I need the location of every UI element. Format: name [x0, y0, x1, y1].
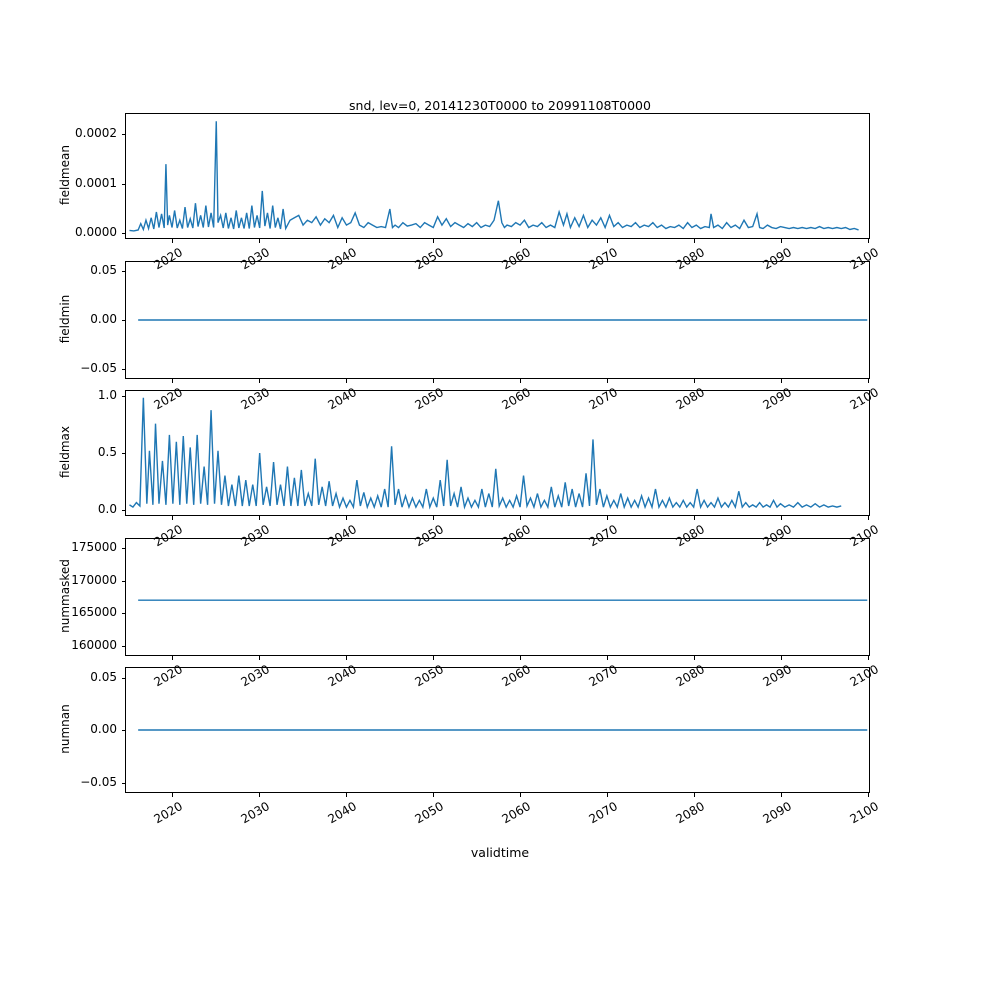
x-tickmark — [868, 516, 869, 520]
x-tick-label: 2070 — [586, 385, 621, 413]
x-tick-label: 2090 — [760, 385, 795, 413]
y-tick-label: 0.0 — [97, 502, 117, 517]
y-tick-label: 1.0 — [97, 387, 117, 402]
x-tick-label: 2020 — [151, 385, 185, 413]
plot-panel-nummasked — [125, 538, 870, 656]
x-tick-label: 2100 — [847, 385, 882, 413]
x-tick-label: 2080 — [673, 799, 708, 827]
plot-area-fieldmean — [126, 114, 869, 238]
plot-area-fieldmin — [126, 262, 869, 378]
y-tick-label: 0.0001 — [75, 175, 117, 190]
x-tick-label: 2100 — [847, 799, 882, 827]
x-tick-label: 2060 — [499, 385, 534, 413]
x-tickmark — [781, 656, 782, 660]
y-tick-label: 165000 — [71, 605, 117, 620]
plot-panel-numnan — [125, 667, 870, 793]
x-tick-label: 2070 — [586, 522, 621, 550]
x-tickmark — [346, 656, 347, 660]
x-tickmark — [259, 239, 260, 243]
y-axis-label-nummasked: nummasked — [58, 559, 72, 633]
x-tickmark — [346, 239, 347, 243]
y-tickmark — [122, 678, 126, 679]
x-tick-label: 2080 — [673, 662, 708, 690]
x-tickmark — [433, 793, 434, 797]
x-tickmark — [868, 239, 869, 243]
x-tickmark — [259, 793, 260, 797]
x-tick-label: 2060 — [499, 662, 534, 690]
x-tick-label: 2040 — [325, 385, 360, 413]
x-axis-label: validtime — [470, 845, 530, 860]
x-tick-label: 2040 — [325, 522, 360, 550]
x-tick-label: 2080 — [673, 385, 708, 413]
x-tick-label: 2060 — [499, 245, 534, 273]
x-tick-label: 2100 — [847, 662, 882, 690]
x-tickmark — [694, 239, 695, 243]
plot-area-nummasked — [126, 539, 869, 655]
x-tick-label: 2070 — [586, 662, 621, 690]
y-axis-label-fieldmax: fieldmax — [58, 425, 72, 479]
x-tickmark — [607, 516, 608, 520]
x-tick-label: 2020 — [151, 662, 185, 690]
series-line-fieldmax — [129, 398, 841, 507]
y-tickmark — [122, 369, 126, 370]
x-tickmark — [607, 379, 608, 383]
x-tick-label: 2030 — [238, 245, 273, 273]
y-tickmark — [122, 233, 126, 234]
y-tickmark — [122, 134, 126, 135]
plot-panel-fieldmean — [125, 113, 870, 239]
x-tick-label: 2080 — [673, 522, 708, 550]
y-tick-label: 0.00 — [90, 312, 117, 326]
x-tick-label: 2090 — [760, 245, 795, 273]
y-tick-label: 0.05 — [90, 669, 117, 684]
x-tickmark — [868, 656, 869, 660]
plot-area-fieldmax — [126, 391, 869, 515]
x-tick-label: 2100 — [847, 522, 882, 550]
y-tickmark — [122, 581, 126, 582]
x-tick-label: 2040 — [325, 799, 360, 827]
x-tick-label: 2090 — [760, 662, 795, 690]
x-tickmark — [781, 516, 782, 520]
x-tickmark — [781, 793, 782, 797]
x-tickmark — [259, 379, 260, 383]
y-tick-label: 0.0000 — [75, 225, 117, 240]
x-tick-label: 2030 — [238, 799, 273, 827]
y-tick-label: −0.05 — [80, 361, 117, 376]
x-tickmark — [346, 379, 347, 383]
x-tick-label: 2030 — [238, 662, 273, 690]
x-tickmark — [259, 656, 260, 660]
y-tickmark — [122, 184, 126, 185]
y-tick-label: 0.05 — [90, 262, 117, 277]
figure-title: snd, lev=0, 20141230T0000 to 20991108T0000 — [349, 98, 651, 113]
y-tick-label: 175000 — [71, 539, 117, 554]
x-tickmark — [694, 793, 695, 797]
x-tickmark — [607, 656, 608, 660]
x-tickmark — [607, 793, 608, 797]
x-tick-label: 2090 — [760, 522, 795, 550]
x-tickmark — [172, 793, 173, 797]
y-tickmark — [122, 548, 126, 549]
x-tickmark — [520, 379, 521, 383]
y-tickmark — [122, 453, 126, 454]
x-tickmark — [433, 656, 434, 660]
x-tick-label: 2050 — [412, 385, 447, 413]
x-tickmark — [694, 379, 695, 383]
y-axis-label-numnan: numnan — [58, 704, 72, 754]
x-tick-label: 2060 — [499, 799, 534, 827]
x-tickmark — [607, 239, 608, 243]
x-tick-label: 2050 — [412, 662, 447, 690]
x-tick-label: 2020 — [151, 799, 185, 827]
x-tick-label: 2050 — [412, 522, 447, 550]
y-tick-label: 0.5 — [97, 445, 117, 459]
x-tick-label: 2070 — [586, 245, 621, 273]
x-tickmark — [520, 656, 521, 660]
x-tickmark — [694, 516, 695, 520]
y-tickmark — [122, 730, 126, 731]
y-tickmark — [122, 396, 126, 397]
x-tick-label: 2020 — [151, 245, 185, 273]
x-tickmark — [433, 379, 434, 383]
x-tick-label: 2020 — [151, 522, 185, 550]
x-tick-label: 2100 — [847, 245, 882, 273]
x-tickmark — [433, 516, 434, 520]
y-tick-label: 0.00 — [90, 722, 117, 736]
x-tick-label: 2030 — [238, 385, 273, 413]
x-tickmark — [259, 516, 260, 520]
y-tickmark — [122, 510, 126, 511]
x-tick-label: 2050 — [412, 245, 447, 273]
y-axis-label-fieldmean: fieldmean — [58, 145, 72, 205]
y-axis-label-fieldmin: fieldmin — [58, 294, 72, 344]
x-tickmark — [172, 656, 173, 660]
x-tickmark — [172, 516, 173, 520]
x-tickmark — [520, 793, 521, 797]
y-tickmark — [122, 646, 126, 647]
x-tickmark — [346, 793, 347, 797]
x-tickmark — [172, 379, 173, 383]
y-tickmark — [122, 271, 126, 272]
y-tick-label: −0.05 — [80, 774, 117, 789]
x-tickmark — [868, 793, 869, 797]
x-tick-label: 2080 — [673, 245, 708, 273]
x-tickmark — [781, 379, 782, 383]
y-tick-label: 0.0002 — [75, 126, 117, 141]
x-tick-label: 2050 — [412, 799, 447, 827]
plot-panel-fieldmax — [125, 390, 870, 516]
x-tick-label: 2090 — [760, 799, 795, 827]
x-tick-label: 2030 — [238, 522, 273, 550]
x-tickmark — [433, 239, 434, 243]
x-tickmark — [781, 239, 782, 243]
series-line-fieldmean — [129, 121, 858, 231]
plot-panel-fieldmin — [125, 261, 870, 379]
plot-area-numnan — [126, 668, 869, 792]
x-tickmark — [346, 516, 347, 520]
x-tick-label: 2040 — [325, 662, 360, 690]
y-tickmark — [122, 783, 126, 784]
y-tick-label: 160000 — [71, 638, 117, 653]
x-tickmark — [520, 239, 521, 243]
x-tickmark — [172, 239, 173, 243]
x-tickmark — [520, 516, 521, 520]
y-tickmark — [122, 613, 126, 614]
x-tickmark — [868, 379, 869, 383]
x-tick-label: 2060 — [499, 522, 534, 550]
y-tick-label: 170000 — [71, 572, 117, 587]
y-tickmark — [122, 320, 126, 321]
x-tick-label: 2070 — [586, 799, 621, 827]
x-tick-label: 2040 — [325, 245, 360, 273]
x-tickmark — [694, 656, 695, 660]
